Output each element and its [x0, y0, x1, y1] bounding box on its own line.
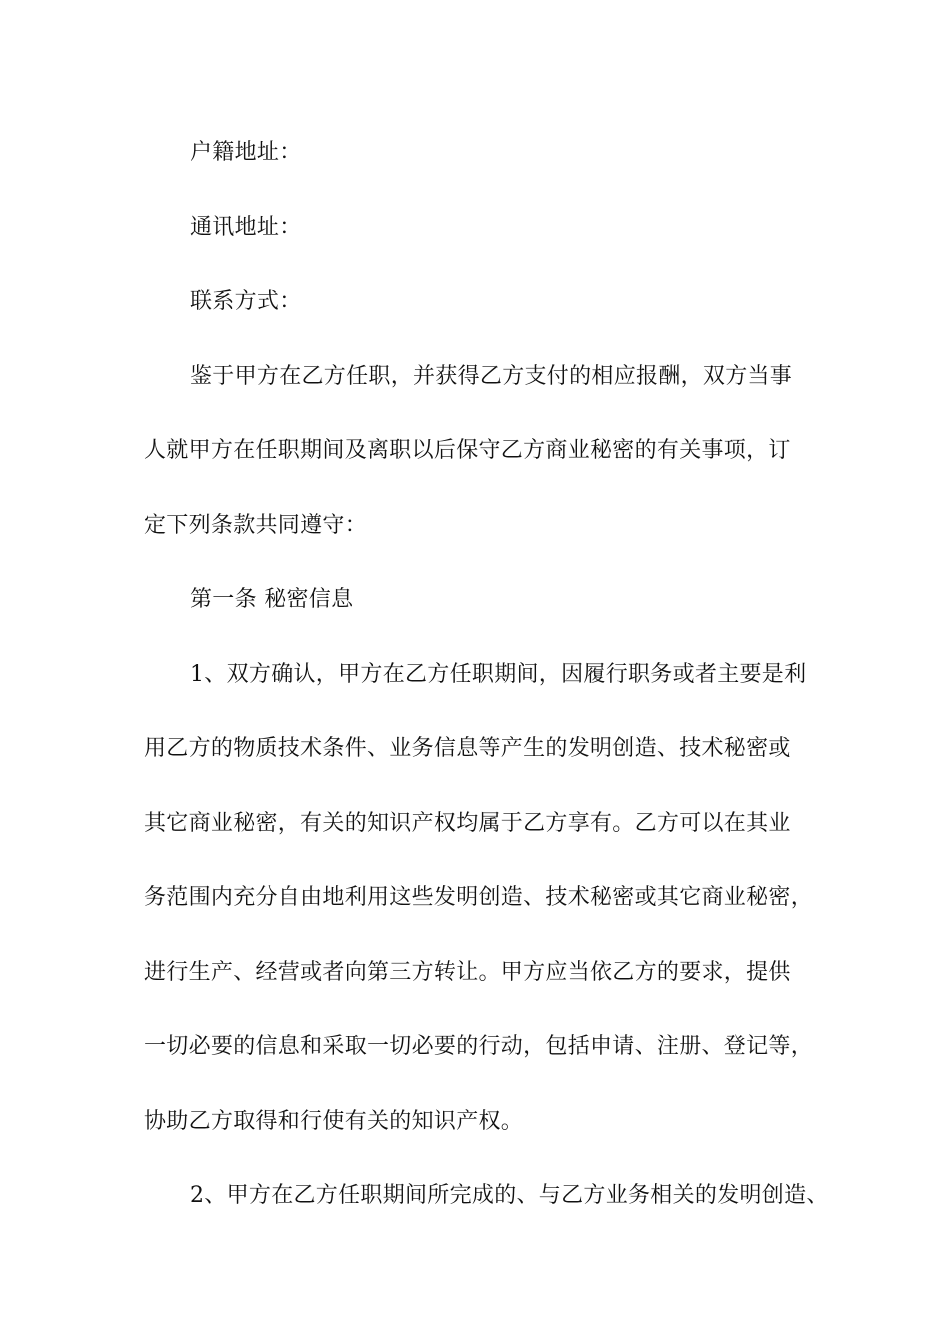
paragraph-line: 务范围内充分自由地利用这些发明创造、技术秘密或其它商业秘密，	[144, 885, 814, 910]
field-household-address: 户籍地址：	[190, 140, 302, 165]
paragraph-line: 进行生产、经营或者向第三方转让。甲方应当依乙方的要求，提供	[144, 960, 791, 985]
paragraph-line: 其它商业秘密，有关的知识产权均属于乙方享有。乙方可以在其业	[144, 811, 791, 836]
paragraph-line: 用乙方的物质技术条件、业务信息等产生的发明创造、技术秘密或	[144, 736, 791, 761]
paragraph-line: 一切必要的信息和采取一切必要的行动，包括申请、注册、登记等，	[144, 1034, 814, 1059]
paragraph-line: 鉴于甲方在乙方任职，并获得乙方支付的相应报酬，双方当事	[190, 364, 793, 389]
paragraph-line: 2、甲方在乙方任职期间所完成的、与乙方业务相关的发明创造、	[190, 1183, 829, 1208]
field-contact: 联系方式：	[190, 289, 302, 314]
paragraph-line: 协助乙方取得和行使有关的知识产权。	[144, 1109, 524, 1134]
paragraph-line: 定下列条款共同遵守：	[144, 513, 368, 538]
section-heading: 第一条 秘密信息	[190, 587, 354, 612]
field-mailing-address: 通讯地址：	[190, 215, 302, 240]
paragraph-line: 1、双方确认，甲方在乙方任职期间，因履行职务或者主要是利	[190, 662, 807, 687]
paragraph-line: 人就甲方在任职期间及离职以后保守乙方商业秘密的有关事项，订	[144, 438, 791, 463]
